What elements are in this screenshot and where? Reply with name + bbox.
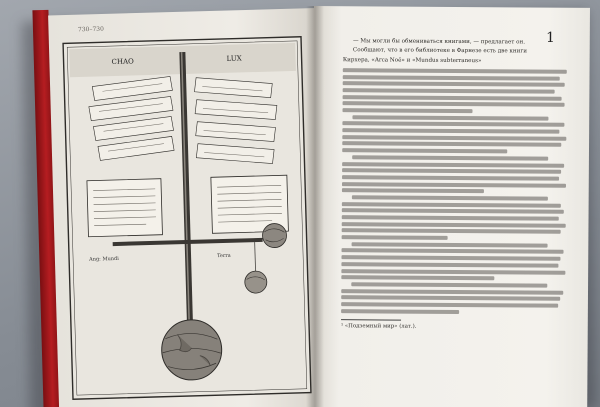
illegible-text-line	[342, 162, 564, 168]
illegible-text-line	[341, 269, 565, 275]
illegible-text-line	[342, 108, 472, 113]
illegible-text-line	[342, 128, 559, 134]
left-page-header: 730–730	[77, 25, 104, 34]
text-line: — Мы могли бы обмениваться книгами, — предлагает он.	[352, 38, 526, 46]
footnote: ¹ «Подземный мир» (лат.).	[340, 322, 417, 330]
illegible-text-line	[342, 229, 561, 235]
illegible-text-line	[342, 168, 561, 174]
illegible-text-line	[351, 282, 547, 287]
illegible-text-line	[342, 182, 566, 188]
illegible-text-line	[342, 235, 448, 240]
illegible-text-line	[342, 222, 566, 228]
text-panel-left	[87, 179, 163, 237]
illegible-text-line	[342, 249, 564, 255]
text-line: Сообщают, что в его библиотеке в Фарнезе есть две книги	[352, 47, 528, 55]
illegible-text-line	[341, 262, 558, 268]
small-globe-hanging	[245, 271, 268, 294]
right-page-text	[341, 37, 579, 330]
small-globe-upper	[262, 223, 287, 248]
illegible-text-line	[343, 102, 565, 108]
illegible-text-line	[341, 289, 563, 295]
illegible-text-line	[343, 75, 560, 81]
illegible-text-line	[343, 95, 562, 101]
illegible-text-line	[342, 142, 561, 148]
illegible-text-line	[341, 309, 459, 314]
illegible-text-line	[341, 255, 560, 261]
plate-label-right: LUX	[226, 54, 242, 63]
illegible-text-line	[342, 202, 561, 208]
illegible-text-line	[342, 188, 484, 193]
text-line: Кирхера, «Arca Noë» и «Mundus subterraneus»	[342, 56, 482, 64]
plate-caption-right: Terra	[216, 252, 231, 260]
illegible-text-line	[341, 295, 560, 301]
illegible-text-line	[343, 68, 567, 74]
illegible-text-line	[342, 175, 559, 181]
illegible-text-line	[342, 148, 507, 153]
illegible-text-line	[342, 209, 564, 215]
plate-label-left: CHAO	[111, 57, 134, 67]
illegible-text-line	[352, 115, 548, 120]
engraving-plate	[61, 35, 313, 402]
illegible-text-line	[343, 88, 555, 93]
illegible-text-line	[352, 242, 548, 247]
illegible-text-line	[341, 275, 494, 280]
illegible-text-line	[342, 122, 564, 128]
plate-caption-left: Ang: Mundi	[89, 255, 119, 263]
illegible-text-line	[352, 195, 548, 200]
page-number: 1	[545, 29, 555, 47]
illegible-text-line	[352, 155, 548, 160]
illegible-text-line	[342, 135, 566, 141]
illegible-text-line	[342, 215, 559, 221]
illegible-text-line	[341, 302, 558, 308]
illegible-text-line	[343, 81, 565, 87]
footnote-rule	[341, 319, 401, 320]
